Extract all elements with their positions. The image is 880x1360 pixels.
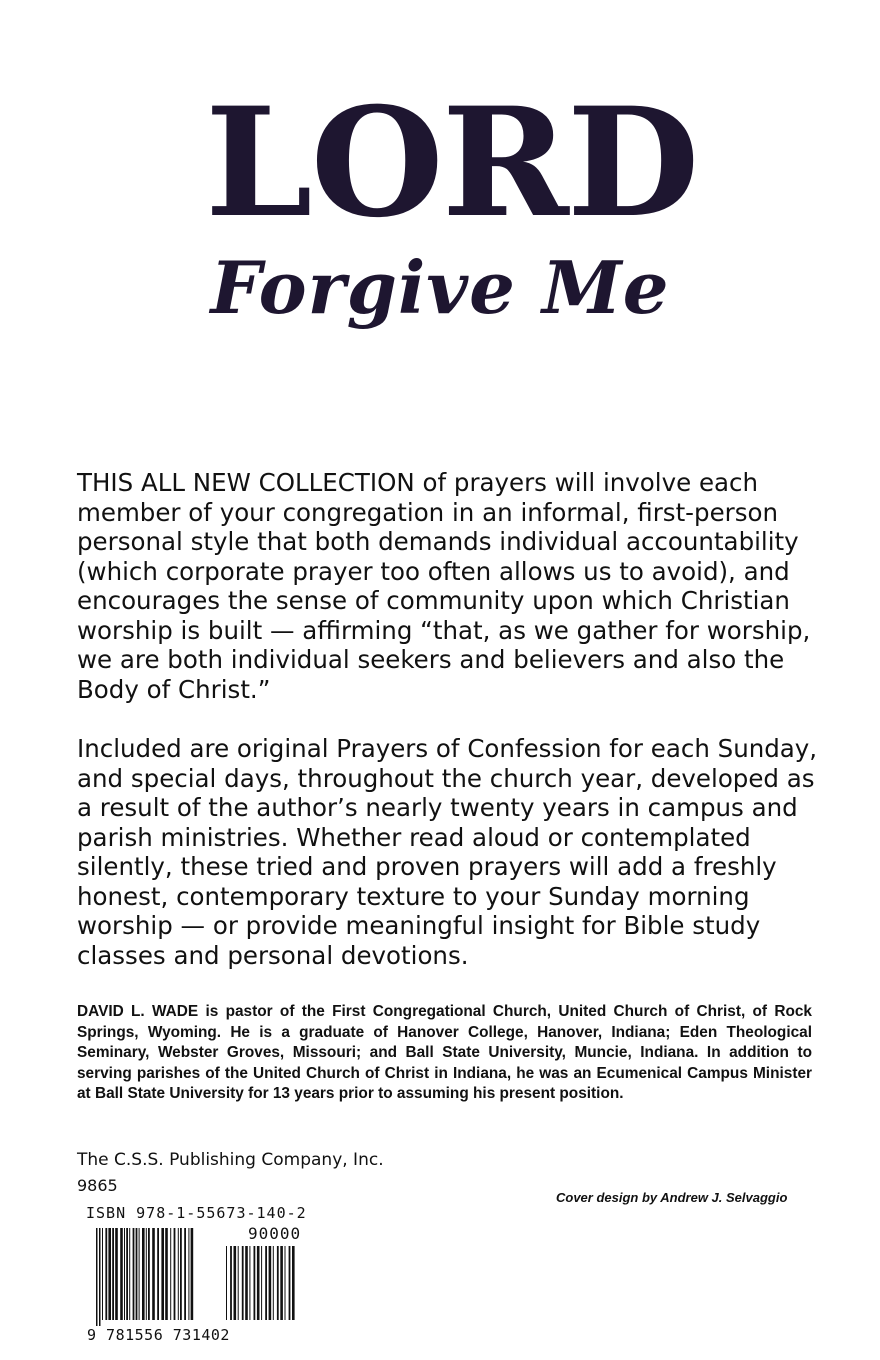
barcode-bar	[105, 1228, 107, 1320]
barcode-bar	[191, 1228, 194, 1320]
barcode-addon-bar	[280, 1246, 283, 1320]
book-subtitle: Forgive Me	[210, 245, 670, 330]
barcode-addon-bar	[234, 1246, 237, 1320]
barcode-addon-bar	[230, 1246, 232, 1320]
barcode-addon-bar	[285, 1246, 286, 1320]
description-paragraph-2: Included are original Prayers of Confession for each Sunday, and special days, throughout the church year, developed as a result of the author’s nearly twenty years in campus and parish ministries. Whether read aloud or contemplated silently, these tried and proven prayers will add a freshly honest, contemporary texture to your Sunday morning worship — or provide meaningful insight for Bible study classes and personal devotions.	[77, 734, 818, 970]
barcode-addon-bar	[249, 1246, 250, 1320]
barcode-addon-bar	[261, 1246, 262, 1320]
barcode-bar	[170, 1228, 171, 1320]
price-code: 90000	[248, 1224, 302, 1243]
barcode-bar	[180, 1228, 182, 1320]
barcode-bar	[115, 1228, 118, 1320]
barcode-bar	[108, 1228, 111, 1320]
cover-design-credit: Cover design by Andrew J. Selvaggio	[556, 1190, 788, 1205]
barcode-bar	[188, 1228, 189, 1320]
barcode-bar	[161, 1228, 164, 1320]
barcode-addon-bar	[269, 1246, 272, 1320]
barcode-bar	[139, 1228, 140, 1320]
barcode-addon-bar	[226, 1246, 227, 1320]
barcode-bar	[146, 1228, 147, 1320]
barcode-addon-bar	[254, 1246, 256, 1320]
isbn-label: ISBN 978-1-55673-140-2	[86, 1204, 307, 1222]
barcode-digits: 9 781556 731402	[87, 1326, 230, 1344]
barcode-bar	[148, 1228, 150, 1320]
publisher-name: The C.S.S. Publishing Company, Inc.	[77, 1150, 384, 1170]
barcode-addon-bar	[245, 1246, 248, 1320]
barcode-bar	[178, 1228, 179, 1320]
barcode-addon-bar	[238, 1246, 239, 1320]
description-paragraph-1: THIS ALL NEW COLLECTION of prayers will involve each member of your congregation in an informal, first-person personal style that both demands individual accountability (which corporate prayer too often allows us to avoid), and encourages the sense of community upon which Christian worship is built — affirming “that, as we gather for worship, we are both individual seekers and believers and also the Body of Christ.”	[77, 468, 811, 704]
barcode-bar	[142, 1228, 145, 1320]
barcode-bar	[174, 1228, 176, 1320]
barcode-addon-bar	[289, 1246, 291, 1320]
book-title: LORD	[205, 75, 698, 251]
barcode-bar	[112, 1228, 114, 1320]
barcode-bar	[99, 1228, 101, 1328]
barcode-bar	[165, 1228, 168, 1320]
barcode-addon-bar	[277, 1246, 279, 1320]
barcode-addon-bar	[292, 1246, 295, 1320]
barcode-bar	[152, 1228, 155, 1320]
barcode-addon-bar	[257, 1246, 260, 1320]
barcode-bar	[102, 1228, 103, 1320]
barcode-bar	[124, 1228, 125, 1320]
barcode-bar	[96, 1228, 98, 1328]
barcode-bar	[157, 1228, 159, 1320]
catalog-code: 9865	[77, 1176, 118, 1195]
barcode-addon-bar	[273, 1246, 274, 1320]
barcode-bar	[184, 1228, 186, 1320]
barcode-bar	[136, 1228, 138, 1320]
barcode-bar	[133, 1228, 135, 1320]
barcode-addon-bar	[242, 1246, 244, 1320]
author-bio: DAVID L. WADE is pastor of the First Congregational Church, United Church of Christ, of Rock Springs, Wyoming. He is a graduate of Hanover College, Hanover, Indiana; Eden Theological Seminary, Webster Groves, Missouri; and Ball State University, Muncie, Indiana. In addition to serving parishes of the United Church of Christ in Indiana, he was an Ecumenical Campus Minister at Ball State University for 13 years prior to assuming his present position.	[77, 1003, 812, 1102]
barcode-bar	[126, 1228, 128, 1320]
barcode-addon-bar	[265, 1246, 267, 1320]
barcode-bar	[129, 1228, 130, 1320]
barcode-bar	[120, 1228, 123, 1320]
